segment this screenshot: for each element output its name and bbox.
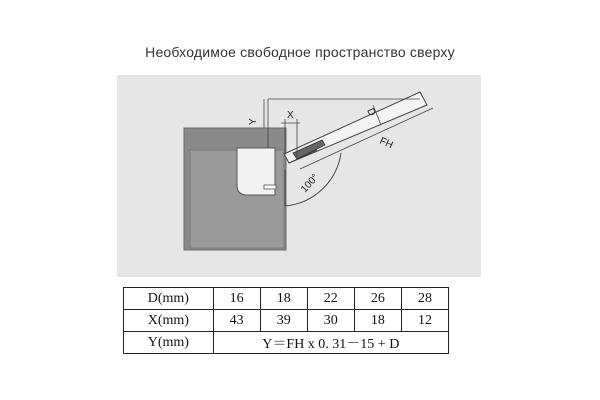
- table-cell: 39: [260, 310, 307, 332]
- angle-label: 100°: [299, 172, 322, 196]
- table-row-y: [124, 332, 449, 354]
- table-cell: 28: [401, 288, 448, 310]
- table-cell: 43: [213, 310, 260, 332]
- dimension-table: [123, 287, 449, 354]
- fh-label: FH: [377, 135, 395, 152]
- page-title: Необходимое свободное пространство сверху: [145, 44, 455, 60]
- table-cell: 16: [213, 288, 260, 310]
- row-label: D(mm): [124, 288, 214, 310]
- table-cell: 12: [401, 310, 448, 332]
- y-label: Y: [248, 118, 259, 125]
- mechanism-slot: [264, 185, 276, 189]
- x-label: X: [287, 110, 294, 121]
- table-cell: 18: [354, 310, 401, 332]
- table-row-d: [124, 288, 449, 310]
- d-label: D: [364, 106, 378, 118]
- row-label: Y(mm): [124, 332, 214, 354]
- table-row-x: [124, 310, 449, 332]
- table-cell: 22: [307, 288, 354, 310]
- formula-cell: Y＝FH x 0. 31－15 + D: [213, 332, 448, 354]
- table-cell: 18: [260, 288, 307, 310]
- lift-mechanism-diagram: [117, 75, 481, 277]
- row-label: X(mm): [124, 310, 214, 332]
- table-cell: 26: [354, 288, 401, 310]
- table-cell: 30: [307, 310, 354, 332]
